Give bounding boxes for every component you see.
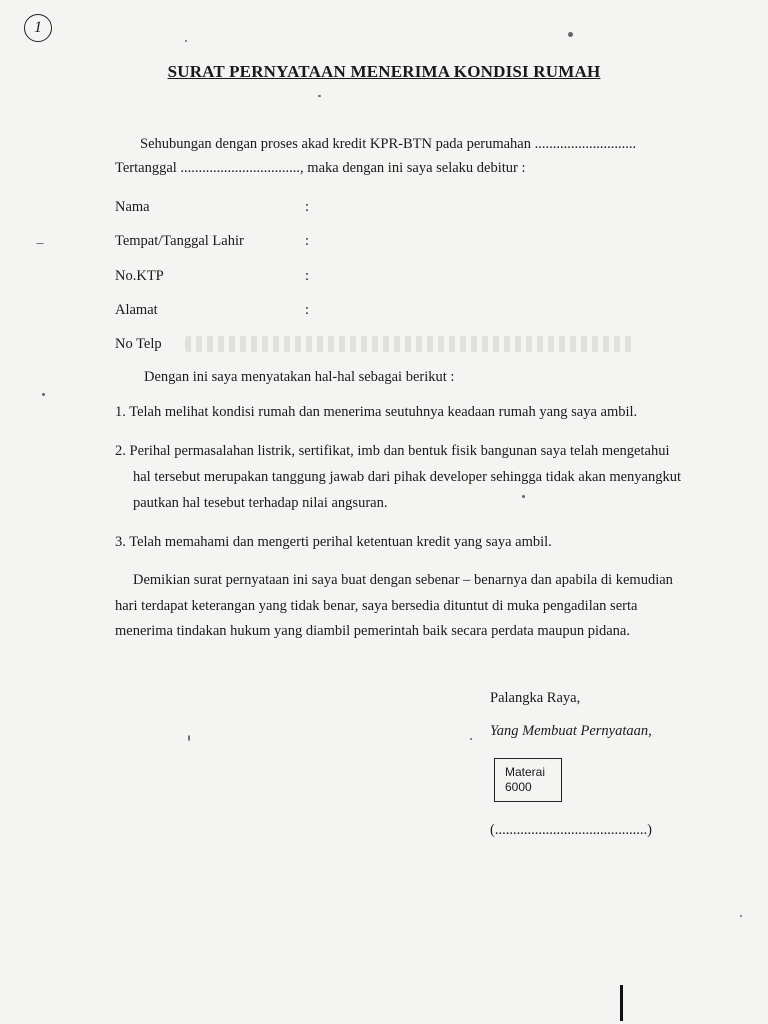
field-colon: : bbox=[305, 302, 310, 318]
materai-stamp-box bbox=[494, 758, 562, 802]
field-colon: : bbox=[305, 233, 310, 249]
closing-line-2: hari terdapat keterangan yang tidak benar, saya bersedia dituntut di muka pengadilan serta bbox=[115, 598, 638, 614]
point-2-line-1: 2. Perihal permasalahan listrik, sertifikat, imb dan bentuk fisik bangunan saya telah mengetahui bbox=[115, 443, 670, 459]
signer-label: Yang Membuat Pernyataan, bbox=[490, 723, 652, 739]
scan-speck bbox=[740, 915, 742, 917]
signature-line: (..........................................) bbox=[490, 822, 652, 838]
point-2-line-2: hal tersebut merupakan tanggung jawab dari pihak developer sehingga tidak akan menyangkut bbox=[133, 469, 681, 485]
field-label-telp: No Telp bbox=[115, 336, 162, 352]
field-colon: : bbox=[305, 199, 310, 215]
point-2-line-3: pautkan hal tesebut terhadap nilai angsuran. bbox=[133, 495, 388, 511]
scan-speck bbox=[318, 95, 321, 97]
intro-line-2: Tertanggal ................................., maka dengan ini saya selaku debitur : bbox=[115, 160, 526, 176]
field-label-nama: Nama bbox=[115, 199, 150, 215]
scan-speck bbox=[185, 40, 187, 42]
stamp-label: Materai bbox=[505, 765, 546, 779]
field-label-ktp: No.KTP bbox=[115, 268, 164, 284]
scan-speck bbox=[42, 393, 45, 396]
closing-line-1: Demikian surat pernyataan ini saya buat dengan sebenar – benarnya dan apabila di kemudian bbox=[133, 572, 673, 588]
field-label-ttl: Tempat/Tanggal Lahir bbox=[115, 233, 244, 249]
page-number-mark: 1 bbox=[24, 14, 52, 42]
signature-place: Palangka Raya, bbox=[490, 690, 581, 706]
scan-speck bbox=[522, 495, 525, 498]
scan-speck bbox=[568, 32, 573, 37]
point-1: 1. Telah melihat kondisi rumah dan menerima seutuhnya keadaan rumah yang saya ambil. bbox=[115, 404, 638, 420]
blurred-text-area bbox=[185, 336, 635, 352]
intro-line-1: Sehubungan dengan proses akad kredit KPR-BTN pada perumahan ............................ bbox=[140, 136, 637, 152]
stamp-value: 6000 bbox=[505, 780, 532, 794]
statement-intro: Dengan ini saya menyatakan hal-hal sebagai berikut : bbox=[144, 369, 455, 385]
scan-edge-mark bbox=[620, 985, 623, 1021]
scan-speck bbox=[188, 735, 190, 741]
document-title: SURAT PERNYATAAN MENERIMA KONDISI RUMAH bbox=[167, 62, 601, 81]
field-colon: : bbox=[305, 268, 310, 284]
scan-speck bbox=[470, 738, 472, 740]
closing-line-3: menerima tindakan hukum yang diambil pemerintah baik secara perdata maupun pidana. bbox=[115, 623, 630, 639]
point-3: 3. Telah memahami dan mengerti perihal ketentuan kredit yang saya ambil. bbox=[115, 534, 552, 550]
field-label-alamat: Alamat bbox=[115, 302, 158, 318]
scan-speck bbox=[36, 243, 44, 244]
